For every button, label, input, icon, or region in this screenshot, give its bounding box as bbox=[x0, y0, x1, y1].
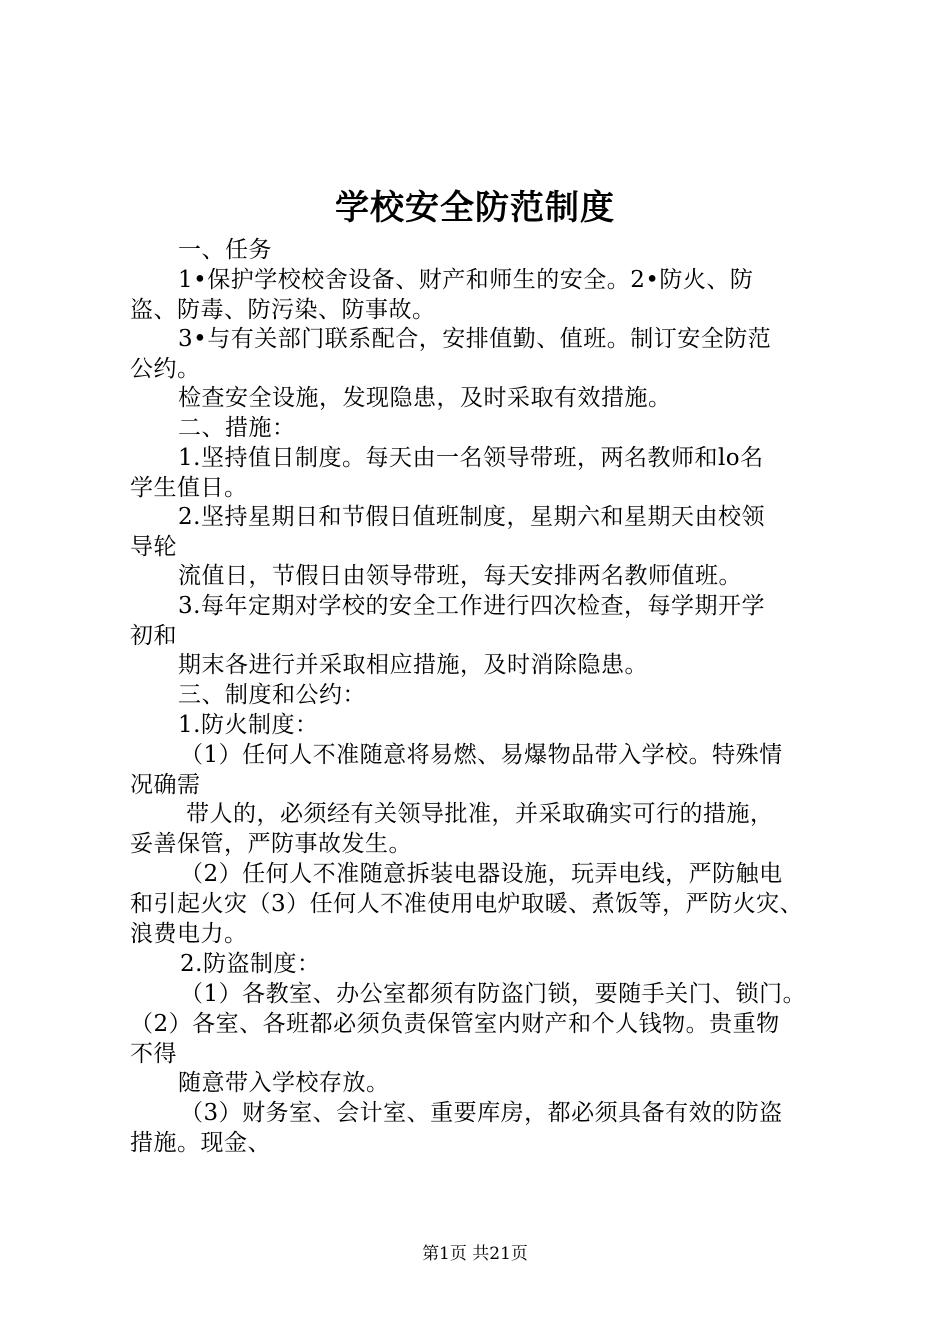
paragraph-line: 3.每年定期对学校的安全工作进行四次检查，每学期开学 bbox=[178, 593, 765, 619]
paragraph-line: 和引起火灾（3）任何人不准使用电炉取暖、煮饭等，严防火灾、 bbox=[130, 891, 804, 917]
paragraph-line: 检查安全设施，发现隐患，及时采取有效措施。 bbox=[178, 385, 672, 411]
paragraph-line: （1）各教室、办公室都须有防盗门锁，要随手关门、锁门。 bbox=[180, 981, 807, 1007]
paragraph-line: 带人的，必须经有关领导批准，并采取确实可行的措施， bbox=[186, 801, 774, 827]
paragraph-line: 公约。 bbox=[130, 356, 201, 382]
paragraph-line: 措施。现金、 bbox=[130, 1130, 271, 1156]
subsection-heading: 1.防火制度： bbox=[178, 712, 319, 738]
paragraph-line: 2.坚持星期日和节假日值班制度，星期六和星期天由校领 bbox=[178, 504, 765, 530]
paragraph-line: 盗、防毒、防污染、防事故。 bbox=[130, 297, 436, 323]
paragraph-line: （2）任何人不准随意拆装电器设施，玩弄电线，严防触电 bbox=[180, 861, 783, 887]
paragraph-line: 1.坚持值日制度。每天由一名领导带班，两名教师和lo名 bbox=[178, 445, 764, 471]
paragraph-line: 不得 bbox=[130, 1041, 177, 1067]
paragraph-line: 1•保护学校校舍设备、财产和师生的安全。2•防火、防 bbox=[178, 267, 754, 293]
paragraph-line: 浪费电力。 bbox=[130, 921, 248, 947]
paragraph-line: 妥善保管，严防事故发生。 bbox=[130, 831, 412, 857]
document-title: 学校安全防范制度 bbox=[335, 188, 615, 228]
paragraph-line: 流值日，节假日由领导带班，每天安排两名教师值班。 bbox=[178, 563, 742, 589]
paragraph-line: 随意带入学校存放。 bbox=[178, 1070, 390, 1096]
subsection-heading: 2.防盗制度： bbox=[180, 951, 321, 977]
paragraph-line: 况确需 bbox=[130, 772, 201, 798]
section-heading: 一、任务 bbox=[178, 237, 272, 263]
section-heading: 三、制度和公约： bbox=[178, 682, 366, 708]
paragraph-line: （1）任何人不准随意将易燃、易爆物品带入学校。特殊情 bbox=[180, 742, 783, 768]
paragraph-line: 期末各进行并采取相应措施，及时消除隐患。 bbox=[178, 652, 648, 678]
paragraph-line: （3）财务室、会计室、重要库房，都必须具备有效的防盗 bbox=[180, 1100, 783, 1126]
paragraph-line: 学生值日。 bbox=[130, 475, 248, 501]
document-body bbox=[130, 235, 840, 1158]
paragraph-line: 初和 bbox=[130, 623, 177, 649]
paragraph-line: 导轮 bbox=[130, 534, 177, 560]
paragraph-line: 3•与有关部门联系配合，安排值勤、值班。制订安全防范 bbox=[178, 326, 772, 352]
paragraph-line: （2）各室、各班都必须负责保管室内财产和个人钱物。贵重物 bbox=[130, 1011, 780, 1037]
section-heading: 二、措施： bbox=[178, 415, 296, 441]
page-footer: 第1页 共21页 bbox=[422, 1244, 528, 1264]
